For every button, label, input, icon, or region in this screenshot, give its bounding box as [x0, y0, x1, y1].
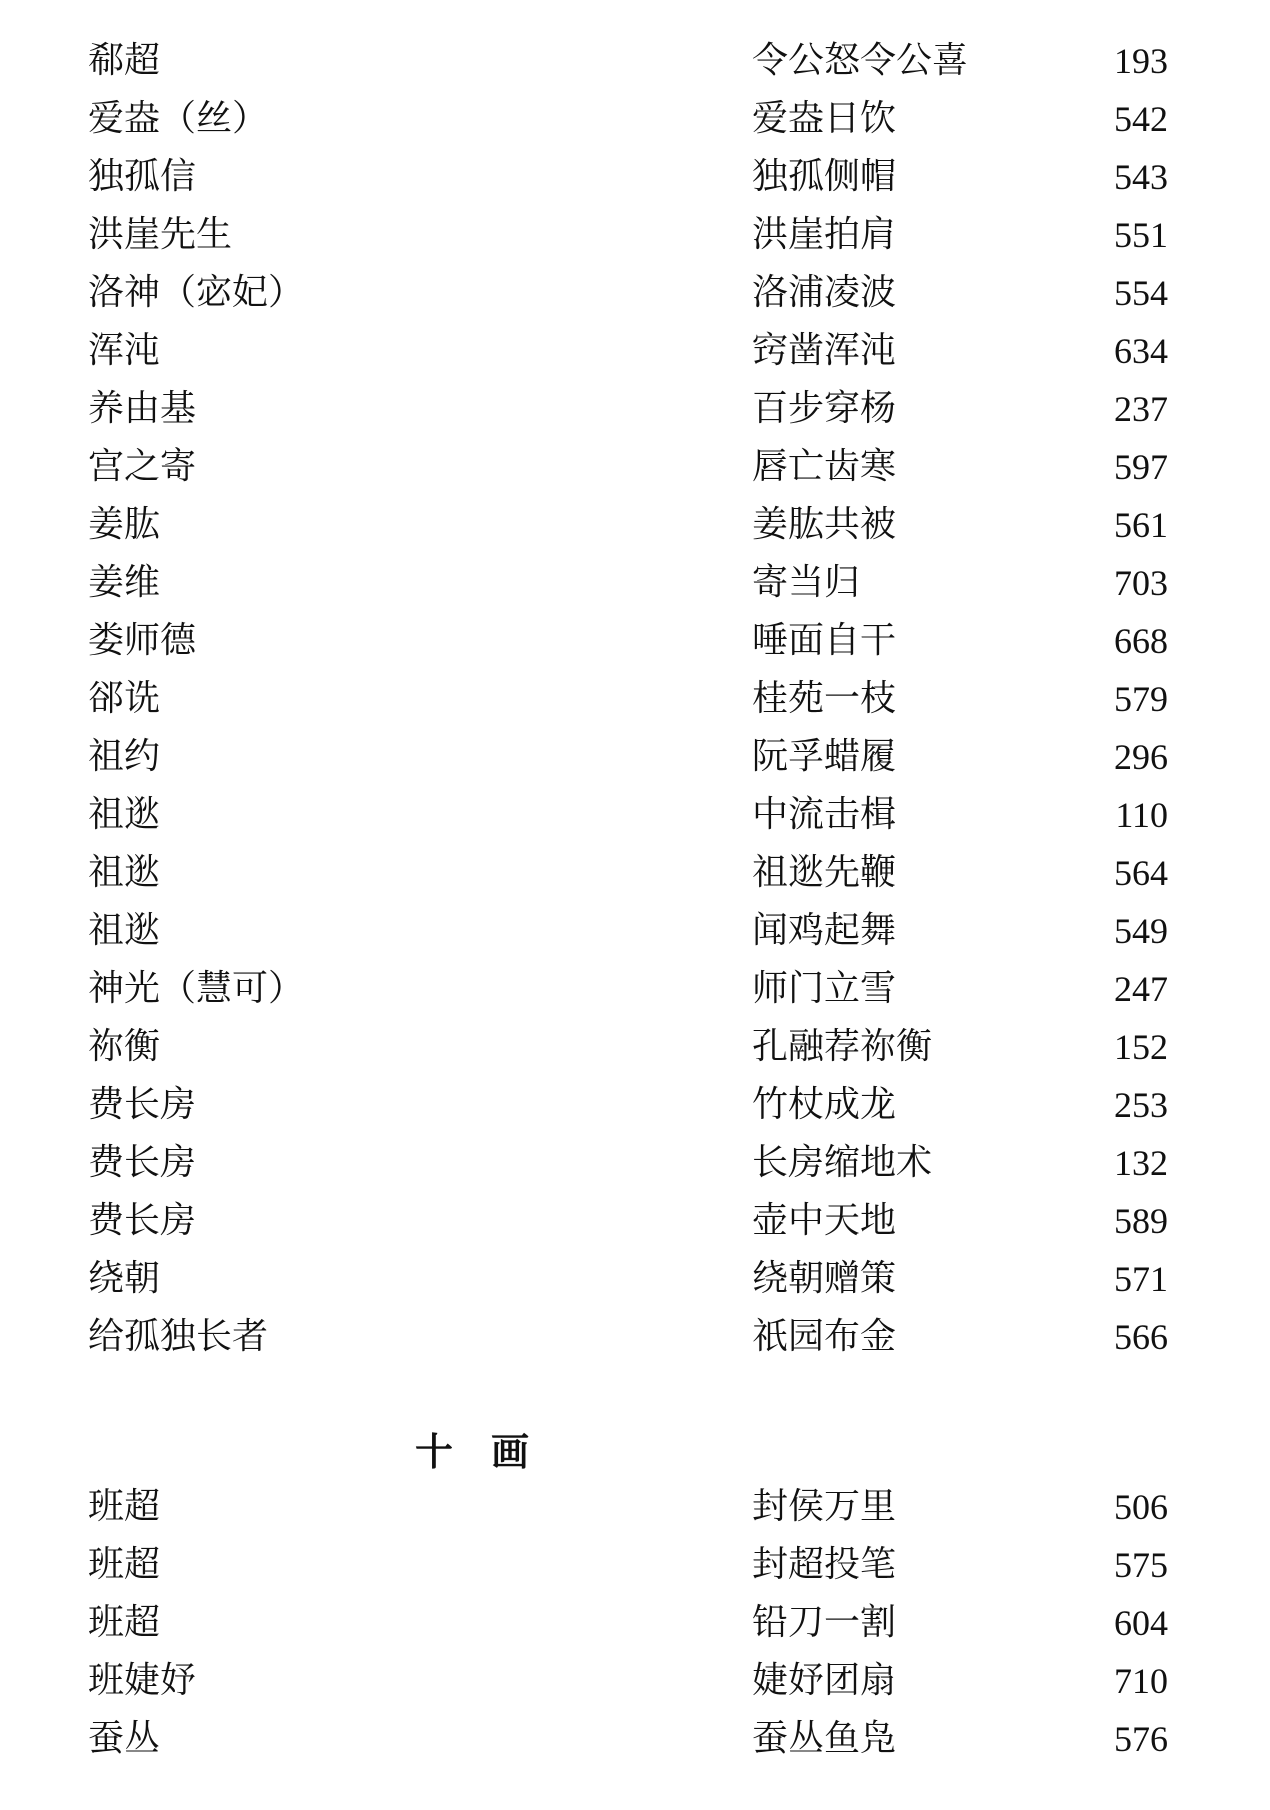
page-number: 549 [1114, 911, 1168, 951]
index-entry [0, 728, 1270, 786]
idiom-title: 闻鸡起舞 [752, 910, 897, 951]
page-number: 110 [1115, 795, 1168, 835]
person-name: 祢衡 [88, 1026, 161, 1067]
page-number: 703 [1114, 563, 1168, 603]
page-number: 551 [1114, 215, 1168, 255]
person-name: 祖逖 [88, 794, 161, 835]
idiom-title: 婕妤团扇 [752, 1660, 897, 1701]
person-name: 祖逖 [88, 910, 161, 951]
index-entry [0, 32, 1270, 90]
person-name: 给孤独长者 [88, 1316, 269, 1357]
idiom-title: 铅刀一割 [752, 1602, 897, 1643]
page-number: 237 [1114, 389, 1168, 429]
page-number: 561 [1114, 505, 1168, 545]
person-name: 费长房 [88, 1200, 197, 1241]
page-number: 634 [1114, 331, 1168, 371]
idiom-title: 爱盎日饮 [752, 98, 897, 139]
idiom-title: 洛浦凌波 [752, 272, 897, 313]
person-name: 洪崖先生 [88, 214, 233, 255]
page-number: 543 [1114, 157, 1168, 197]
person-name: 费长房 [88, 1084, 197, 1125]
index-entry [0, 902, 1270, 960]
index-entry [0, 322, 1270, 380]
idiom-title: 祇园布金 [752, 1316, 897, 1357]
idiom-title: 令公怒令公喜 [752, 40, 969, 81]
person-name: 洛神（宓妃） [88, 272, 305, 313]
page-number: 575 [1114, 1545, 1168, 1585]
person-name: 神光（慧可） [88, 968, 305, 1009]
page-number: 132 [1114, 1143, 1168, 1183]
page-number: 152 [1114, 1027, 1168, 1067]
index-entry [0, 1652, 1270, 1710]
index-entry [0, 612, 1270, 670]
index-entry [0, 1076, 1270, 1134]
idiom-title: 阮孚蜡履 [752, 736, 897, 777]
index-entry [0, 1018, 1270, 1076]
page-number: 554 [1114, 273, 1168, 313]
idiom-title: 唇亡齿寒 [752, 446, 897, 487]
page-number: 193 [1114, 41, 1168, 81]
index-entry [0, 90, 1270, 148]
index-entry [0, 380, 1270, 438]
index-entry [0, 844, 1270, 902]
page-number: 542 [1114, 99, 1168, 139]
idiom-title: 长房缩地术 [752, 1142, 933, 1183]
index-entry [0, 670, 1270, 728]
page-number: 564 [1114, 853, 1168, 893]
idiom-title: 姜肱共被 [752, 504, 897, 545]
index-entry [0, 496, 1270, 554]
idiom-title: 封侯万里 [752, 1486, 897, 1527]
page-number: 604 [1114, 1603, 1168, 1643]
idiom-title: 师门立雪 [752, 968, 897, 1009]
idiom-title: 寄当归 [752, 562, 861, 603]
idiom-title: 百步穿杨 [752, 388, 897, 429]
idiom-title: 竹杖成龙 [752, 1084, 897, 1125]
person-name: 宫之寄 [88, 446, 197, 487]
person-name: 养由基 [88, 388, 197, 429]
person-name: 郗超 [88, 40, 161, 81]
idiom-title: 绕朝赠策 [752, 1258, 897, 1299]
page-number: 579 [1114, 679, 1168, 719]
index-entry [0, 786, 1270, 844]
person-name: 独孤信 [88, 156, 197, 197]
page-number: 247 [1114, 969, 1168, 1009]
idiom-title: 封超投笔 [752, 1544, 897, 1585]
person-name: 爱盎（丝） [88, 98, 269, 139]
page-number: 506 [1114, 1487, 1168, 1527]
person-name: 蚕丛 [88, 1718, 161, 1759]
index-entry [0, 1478, 1270, 1536]
idiom-title: 独孤侧帽 [752, 156, 897, 197]
person-name: 祖逖 [88, 852, 161, 893]
index-entry [0, 1308, 1270, 1366]
index-entry [0, 1134, 1270, 1192]
index-entry [0, 438, 1270, 496]
person-name: 班超 [88, 1544, 161, 1585]
person-name: 班超 [88, 1602, 161, 1643]
person-name: 姜维 [88, 562, 161, 603]
index-entry [0, 1250, 1270, 1308]
person-name: 绕朝 [88, 1258, 161, 1299]
idiom-title: 窍凿浑沌 [752, 330, 897, 371]
idiom-title: 蚕丛鱼凫 [752, 1718, 897, 1759]
idiom-title: 壶中天地 [752, 1200, 897, 1241]
page-number: 296 [1114, 737, 1168, 777]
page-number: 710 [1114, 1661, 1168, 1701]
page-number: 566 [1114, 1317, 1168, 1357]
idiom-title: 洪崖拍肩 [752, 214, 897, 255]
person-name: 班婕妤 [88, 1660, 197, 1701]
index-entry [0, 960, 1270, 1018]
page-number: 571 [1114, 1259, 1168, 1299]
index-entry [0, 1710, 1270, 1768]
idiom-title: 祖逖先鞭 [752, 852, 897, 893]
person-name: 浑沌 [88, 330, 161, 371]
person-name: 娄师德 [88, 620, 197, 661]
person-name: 班超 [88, 1486, 161, 1527]
idiom-title: 孔融荐祢衡 [752, 1026, 933, 1067]
index-entry [0, 206, 1270, 264]
index-entry [0, 1192, 1270, 1250]
idiom-title: 中流击楫 [752, 794, 897, 835]
index-entry [0, 1594, 1270, 1652]
page-number: 597 [1114, 447, 1168, 487]
section-heading: 十画 [415, 1429, 568, 1474]
index-entry [0, 1536, 1270, 1594]
index-entry [0, 148, 1270, 206]
idiom-title: 唾面自干 [752, 620, 897, 661]
index-entry [0, 264, 1270, 322]
page-number: 576 [1114, 1719, 1168, 1759]
page-number: 668 [1114, 621, 1168, 661]
idiom-title: 桂苑一枝 [752, 678, 897, 719]
page-number: 253 [1114, 1085, 1168, 1125]
index-entry [0, 554, 1270, 612]
person-name: 祖约 [88, 736, 161, 777]
person-name: 费长房 [88, 1142, 197, 1183]
person-name: 姜肱 [88, 504, 161, 545]
person-name: 郤诜 [88, 678, 161, 719]
page-number: 589 [1114, 1201, 1168, 1241]
